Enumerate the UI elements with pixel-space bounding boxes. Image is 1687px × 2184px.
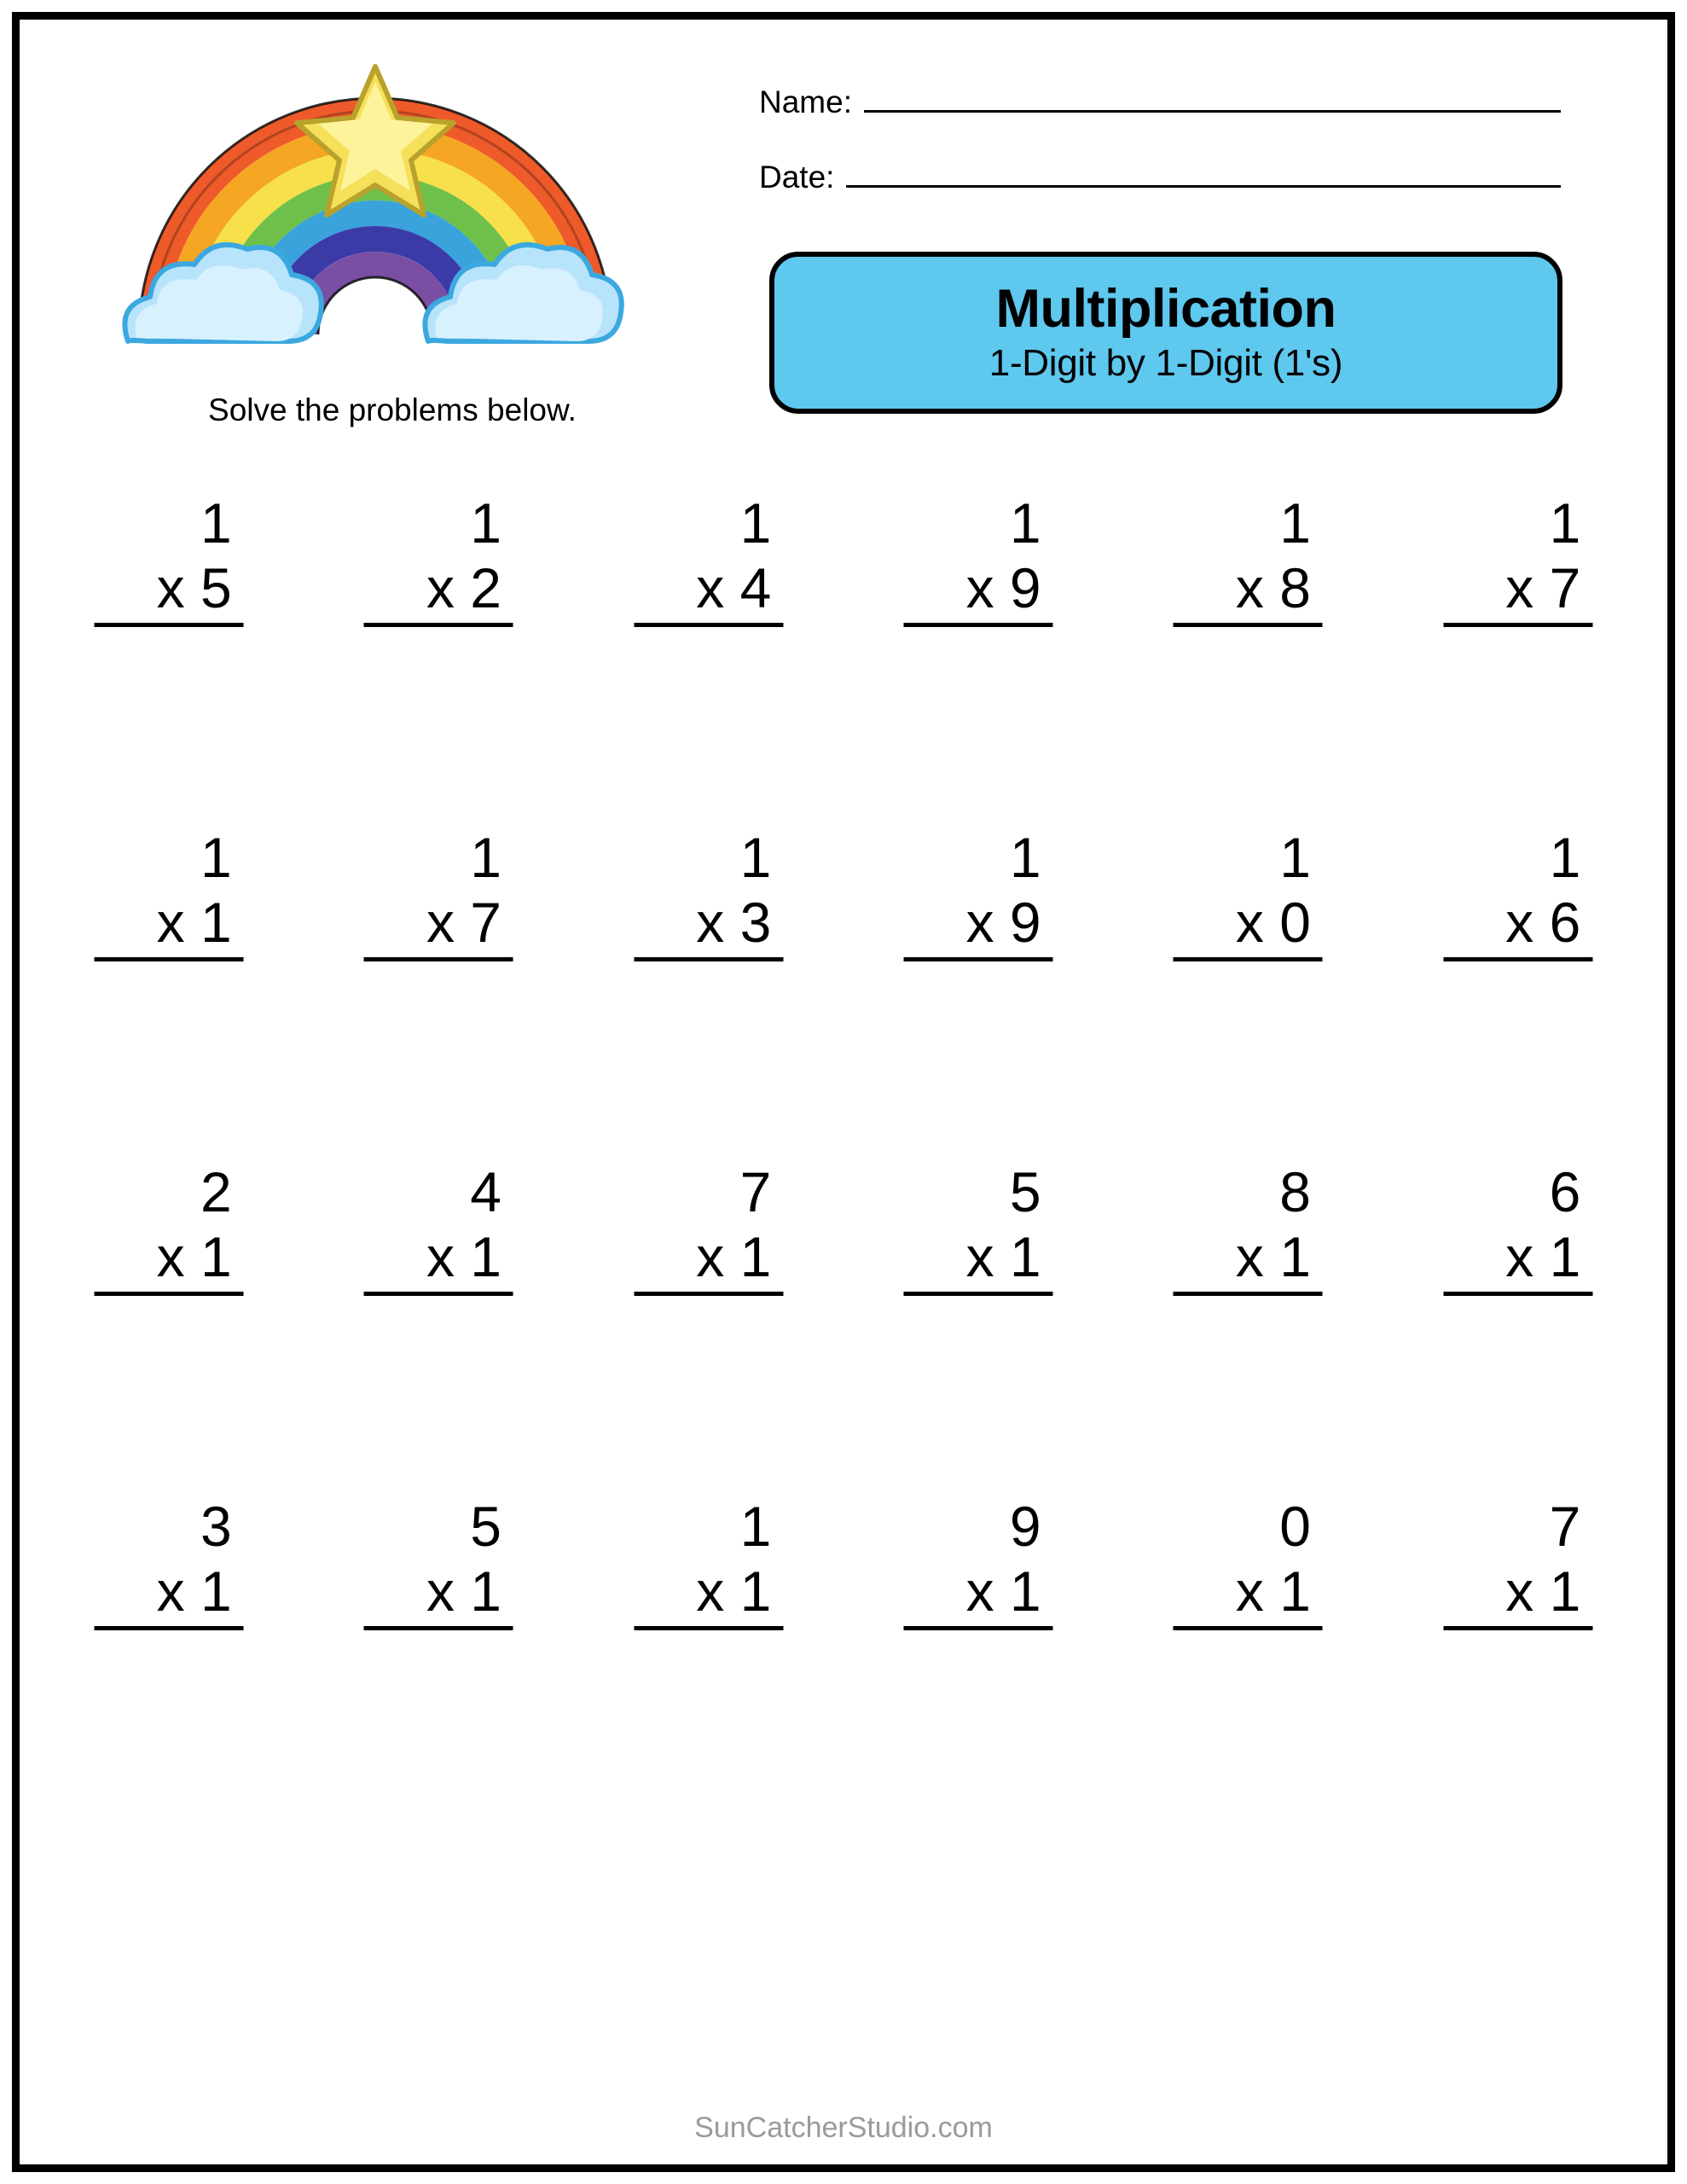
problem-operand-bottom: x 1 <box>95 1228 244 1296</box>
problem-operand-top: 2 <box>200 1160 232 1223</box>
problem-operand-bottom: x 7 <box>1443 560 1592 627</box>
multiplication-problem <box>364 826 513 961</box>
footer-attribution: SunCatcherStudio.com <box>694 2111 993 2144</box>
problem-operand-bottom: x 1 <box>364 1228 513 1296</box>
multiplication-problem <box>904 1160 1053 1296</box>
worksheet-title: Multiplication <box>995 278 1336 339</box>
problem-operand-top: 1 <box>739 1495 772 1558</box>
problem-operand-bottom: x 1 <box>95 894 244 961</box>
problem-operand-top: 1 <box>1279 826 1311 889</box>
problem-cell <box>844 1495 1113 1833</box>
problem-operand-bottom: x 0 <box>1174 894 1323 961</box>
problem-operand-bottom: x 2 <box>364 560 513 627</box>
multiplication-problem <box>1443 491 1592 627</box>
problem-operand-bottom: x 1 <box>634 1228 783 1296</box>
problem-operand-top: 6 <box>1549 1160 1581 1223</box>
problem-cell <box>574 826 844 1164</box>
problem-cell <box>1383 1495 1653 1833</box>
problem-operand-bottom: x 1 <box>904 1228 1053 1296</box>
problem-operand-bottom: x 1 <box>364 1563 513 1630</box>
date-field-row <box>759 156 1561 195</box>
problem-cell <box>1113 491 1383 829</box>
multiplication-problem <box>904 1495 1053 1630</box>
problem-operand-top: 1 <box>200 826 232 889</box>
problem-operand-bottom: x 7 <box>364 894 513 961</box>
name-date-fields <box>759 81 1561 231</box>
problem-operand-bottom: x 3 <box>634 894 783 961</box>
problem-cell <box>304 1160 573 1498</box>
multiplication-problem <box>364 1495 513 1630</box>
problem-operand-bottom: x 1 <box>1443 1563 1592 1630</box>
multiplication-problem <box>634 491 783 627</box>
problem-grid <box>34 491 1653 1833</box>
problem-operand-top: 5 <box>1009 1160 1041 1223</box>
problem-cell <box>574 1495 844 1833</box>
multiplication-problem <box>1174 1160 1323 1296</box>
problem-operand-bottom: x 1 <box>1443 1228 1592 1296</box>
problem-cell <box>1113 1495 1383 1833</box>
multiplication-problem <box>95 491 244 627</box>
multiplication-problem <box>904 491 1053 627</box>
multiplication-problem <box>1174 491 1323 627</box>
problem-cell <box>844 1160 1113 1498</box>
problem-operand-top: 9 <box>1009 1495 1041 1558</box>
problem-cell <box>304 1495 573 1833</box>
date-label: Date: <box>759 160 835 195</box>
worksheet-header <box>34 34 1653 427</box>
problem-cell <box>34 1495 304 1833</box>
problem-operand-bottom: x 9 <box>904 560 1053 627</box>
problem-operand-top: 4 <box>470 1160 501 1223</box>
name-field-row <box>759 81 1561 120</box>
problem-cell <box>844 826 1113 1164</box>
problem-operand-top: 7 <box>1549 1495 1581 1558</box>
problem-row <box>34 1495 1653 1833</box>
multiplication-problem <box>1443 1495 1592 1630</box>
multiplication-problem <box>95 826 244 961</box>
problem-operand-top: 1 <box>470 826 501 889</box>
problem-operand-bottom: x 4 <box>634 560 783 627</box>
instruction-text: Solve the problems below. <box>208 392 577 427</box>
multiplication-problem <box>904 826 1053 961</box>
multiplication-problem <box>1174 1495 1323 1630</box>
problem-operand-bottom: x 1 <box>1174 1563 1323 1630</box>
problem-operand-top: 7 <box>739 1160 772 1223</box>
problem-cell <box>1383 826 1653 1164</box>
multiplication-problem <box>364 491 513 627</box>
problem-operand-top: 1 <box>1009 491 1041 555</box>
problem-operand-top: 1 <box>200 491 232 555</box>
problem-operand-top: 3 <box>200 1495 232 1558</box>
problem-row <box>34 491 1653 829</box>
problem-operand-bottom: x 8 <box>1174 560 1323 627</box>
problem-operand-bottom: x 1 <box>904 1563 1053 1630</box>
rainbow-icon <box>111 60 640 367</box>
rainbow-illustration <box>85 60 665 427</box>
multiplication-problem <box>634 1160 783 1296</box>
problem-cell <box>574 1160 844 1498</box>
page-content <box>34 34 1653 2150</box>
name-label: Name: <box>759 84 852 119</box>
multiplication-problem <box>634 826 783 961</box>
problem-operand-top: 1 <box>470 491 501 555</box>
problem-cell <box>304 491 573 829</box>
title-banner <box>769 252 1562 414</box>
problem-cell <box>574 491 844 829</box>
problem-operand-top: 1 <box>1009 826 1041 889</box>
problem-cell <box>34 1160 304 1498</box>
problem-operand-bottom: x 1 <box>634 1563 783 1630</box>
problem-cell <box>34 491 304 829</box>
problem-cell <box>34 826 304 1164</box>
multiplication-problem <box>634 1495 783 1630</box>
problem-operand-top: 1 <box>739 491 772 555</box>
multiplication-problem <box>1443 1160 1592 1296</box>
problem-operand-bottom: x 5 <box>95 560 244 627</box>
multiplication-problem <box>95 1160 244 1296</box>
problem-cell <box>1383 491 1653 829</box>
multiplication-problem <box>1443 826 1592 961</box>
problem-cell <box>1383 1160 1653 1498</box>
problem-operand-top: 0 <box>1279 1495 1311 1558</box>
multiplication-problem <box>364 1160 513 1296</box>
problem-cell <box>844 491 1113 829</box>
problem-operand-bottom: x 6 <box>1443 894 1592 961</box>
problem-row <box>34 1160 1653 1498</box>
problem-operand-bottom: x 9 <box>904 894 1053 961</box>
problem-operand-top: 1 <box>1549 826 1581 889</box>
date-input-line[interactable] <box>846 156 1561 188</box>
problem-cell <box>1113 1160 1383 1498</box>
name-input-line[interactable] <box>864 81 1561 113</box>
problem-row <box>34 826 1653 1164</box>
problem-operand-bottom: x 1 <box>95 1563 244 1630</box>
problem-operand-top: 5 <box>470 1495 501 1558</box>
problem-cell <box>1113 826 1383 1164</box>
problem-cell <box>304 826 573 1164</box>
problem-operand-top: 8 <box>1279 1160 1311 1223</box>
problem-operand-top: 1 <box>739 826 772 889</box>
worksheet-subtitle: 1-Digit by 1-Digit (1's) <box>988 342 1343 385</box>
multiplication-problem <box>95 1495 244 1630</box>
multiplication-problem <box>1174 826 1323 961</box>
problem-operand-top: 1 <box>1549 491 1581 555</box>
problem-operand-top: 1 <box>1279 491 1311 555</box>
problem-operand-bottom: x 1 <box>1174 1228 1323 1296</box>
